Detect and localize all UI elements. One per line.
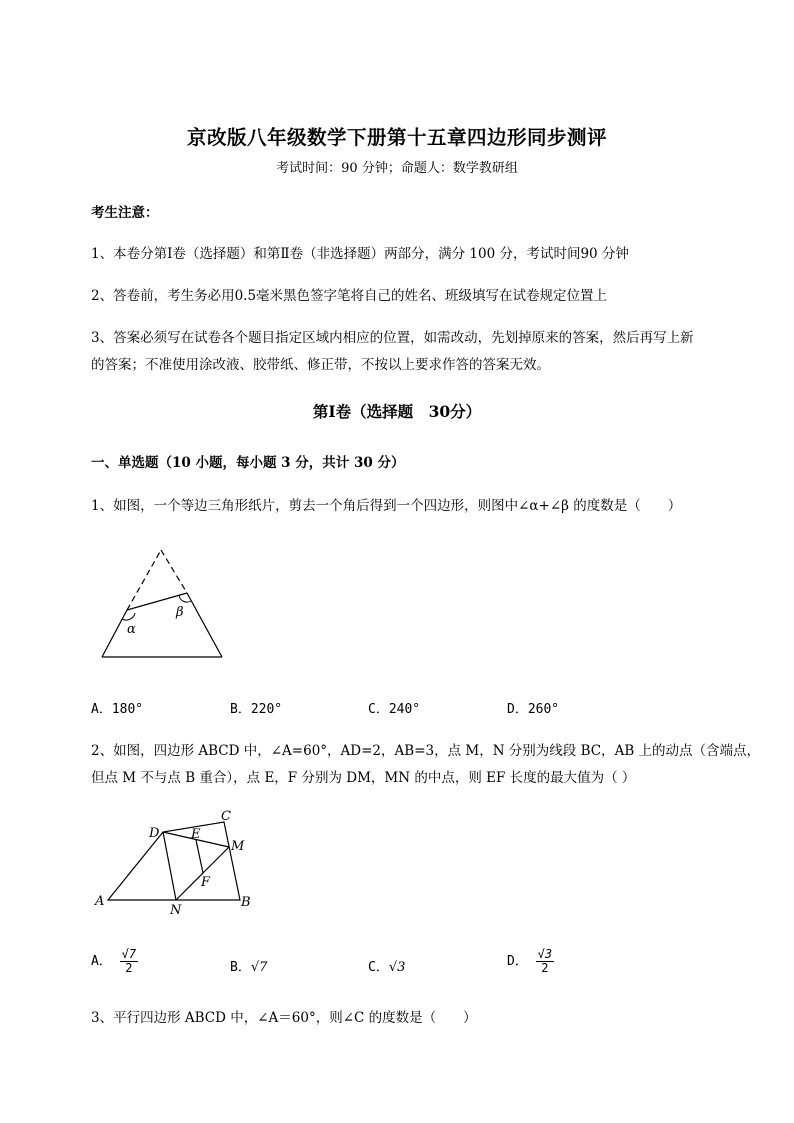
part-heading: 一、单选题（10 小题，每小题 3 分，共计 30 分） <box>91 455 405 471</box>
section-title: 第Ⅰ卷（选择题 30分） <box>312 402 482 421</box>
q1-option-c[interactable]: C．240° <box>368 702 421 717</box>
triangle-right-side <box>187 593 222 657</box>
notice-item-2: 2、答卷前，考生务必用0.5毫米黑色签字笔将自己的姓名、班级填写在试卷规定位置上 <box>91 288 608 304</box>
notice-item-3-cont: 的答案；不准使用涂改液、胶带纸、修正带，不按以上要求作答的答案无效。 <box>91 357 550 373</box>
beta-label: β <box>176 605 184 620</box>
triangle-cut-right <box>161 550 187 593</box>
q2-option-a-fraction <box>120 948 138 975</box>
question-2-text-line2: 但点 M 不与点 B 重合），点 E，F 分别为 DM，MN 的中点，则 EF 长度的最大值为（ ） <box>91 770 636 786</box>
alpha-label: α <box>127 622 136 637</box>
question-3-text: 3、平行四边形 ABCD 中，∠A＝60°，则∠C 的度数是（ ） <box>91 1010 477 1026</box>
question-1-figure <box>95 545 230 665</box>
q2-option-a-numerator: √7 <box>121 947 137 961</box>
exam-info: 考试时间：90 分钟；命题人：数学教研组 <box>276 161 518 176</box>
label-a: A <box>95 894 105 909</box>
q2-option-a[interactable] <box>91 948 138 975</box>
q2-option-a-denominator: 2 <box>125 961 133 976</box>
q2-option-b[interactable] <box>230 956 267 975</box>
q2-option-b-value: √7 <box>250 960 268 975</box>
q2-option-c[interactable] <box>368 956 405 975</box>
label-b: B <box>241 895 251 910</box>
q1-option-b[interactable]: B．220° <box>230 702 283 717</box>
question-2-text-line1: 2、如图，四边形 ABCD 中，∠A=60°，AD=2，AB=3，点 M，N 分别为线段 BC，AB 上的动点（含端点， <box>91 743 761 759</box>
page-title: 京改版八年级数学下册第十五章四边形同步测评 <box>186 126 607 149</box>
q2-option-c-value: √3 <box>388 960 406 975</box>
q2-option-c-prefix: C． <box>368 960 389 975</box>
q2-option-d-prefix: D． <box>507 954 528 970</box>
notice-item-1: 1、本卷分第Ⅰ卷（选择题）和第Ⅱ卷（非选择题）两部分，满分 100 分，考试时间90 分钟 <box>91 246 629 262</box>
q2-option-b-prefix: B． <box>230 960 251 975</box>
q2-option-d-numerator: √3 <box>537 947 553 961</box>
label-n: N <box>170 903 182 918</box>
q2-option-d-denominator: 2 <box>541 961 549 976</box>
q1-option-d[interactable]: D．260° <box>507 702 560 717</box>
triangle-cut-left <box>127 550 161 610</box>
label-f: F <box>201 875 211 890</box>
segment-ef <box>196 840 203 873</box>
label-e: E <box>191 827 201 842</box>
label-d: D <box>149 826 160 841</box>
triangle-left-side <box>102 610 127 657</box>
label-c: C <box>221 809 231 824</box>
notice-heading: 考生注意： <box>91 205 159 221</box>
label-m: M <box>231 839 245 854</box>
q1-option-a[interactable]: A．180° <box>91 702 144 717</box>
q2-option-d-fraction <box>536 948 554 975</box>
question-2-figure <box>92 805 262 920</box>
segment-dn <box>163 832 176 900</box>
segment-mn <box>176 847 229 900</box>
notice-item-3: 3、答案必须写在试卷各个题目指定区域内相应的位置，如需改动，先划掉原来的答案，然后再写上新 <box>91 330 694 346</box>
question-1-text: 1、如图，一个等边三角形纸片，剪去一个角后得到一个四边形，则图中∠α+∠β 的度数是（ ） <box>91 498 682 514</box>
q2-option-a-prefix: A． <box>91 954 112 970</box>
q2-option-d[interactable] <box>507 948 554 975</box>
